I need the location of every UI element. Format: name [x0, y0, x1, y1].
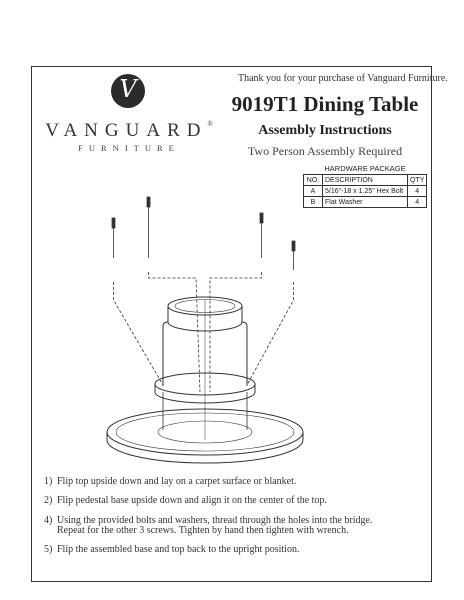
bolt-b-drawing — [147, 197, 200, 392]
bolt-c-drawing — [210, 213, 263, 392]
brand-name-text: VANGUARD — [45, 120, 208, 141]
row-no: A — [304, 186, 323, 197]
step-number: 2) — [44, 495, 53, 506]
col-no: NO. — [304, 175, 323, 186]
step-number: 1) — [44, 476, 53, 487]
step-4 — [44, 516, 373, 536]
pedestal-base-drawing — [155, 297, 255, 440]
step-5 — [44, 545, 299, 555]
brand-tagline: FURNITURE — [78, 143, 180, 153]
step-text: Flip top upside down and lay on a carpet surface or blanket. — [57, 476, 297, 487]
step-1 — [44, 477, 296, 487]
row-qty: 4 — [408, 197, 427, 208]
col-qty: QTY — [408, 175, 427, 186]
step-text: Flip the assembled base and top back to the upright position. — [57, 544, 300, 555]
hardware-package-title: HARDWARE PACKAGE — [324, 164, 406, 173]
thank-you-note: Thank you for your purchase of Vanguard Furniture. — [238, 73, 448, 84]
step-number: 4) — [44, 515, 53, 526]
col-description: DESCRIPTION — [323, 175, 408, 186]
page-subtitle: Assembly Instructions — [258, 123, 392, 138]
bolt-d-drawing — [247, 241, 295, 385]
step-2 — [44, 496, 327, 506]
step-text: Flip pedestal base upside down and align it on the center of the top. — [57, 495, 327, 506]
step-number: 5) — [44, 544, 53, 555]
step-text: Using the provided bolts and washers, thread through the holes into the bridge. — [57, 515, 373, 526]
registered-mark: ® — [207, 120, 213, 128]
step-text-continued: Repeat for the other 3 screws. Tighten by hand then tighten with wrench. — [57, 525, 349, 536]
logo-glyph: V — [119, 75, 137, 103]
page-title: 9019T1 Dining Table — [231, 92, 419, 116]
row-qty: 4 — [408, 186, 427, 197]
row-description: 5/16"-18 x 1.25" Hex Bolt — [323, 186, 408, 197]
row-description: Flat Washer — [323, 197, 408, 208]
bolt-a-drawing — [112, 218, 163, 385]
row-no: B — [304, 197, 323, 208]
assembly-note: Two Person Assembly Required — [247, 144, 403, 158]
